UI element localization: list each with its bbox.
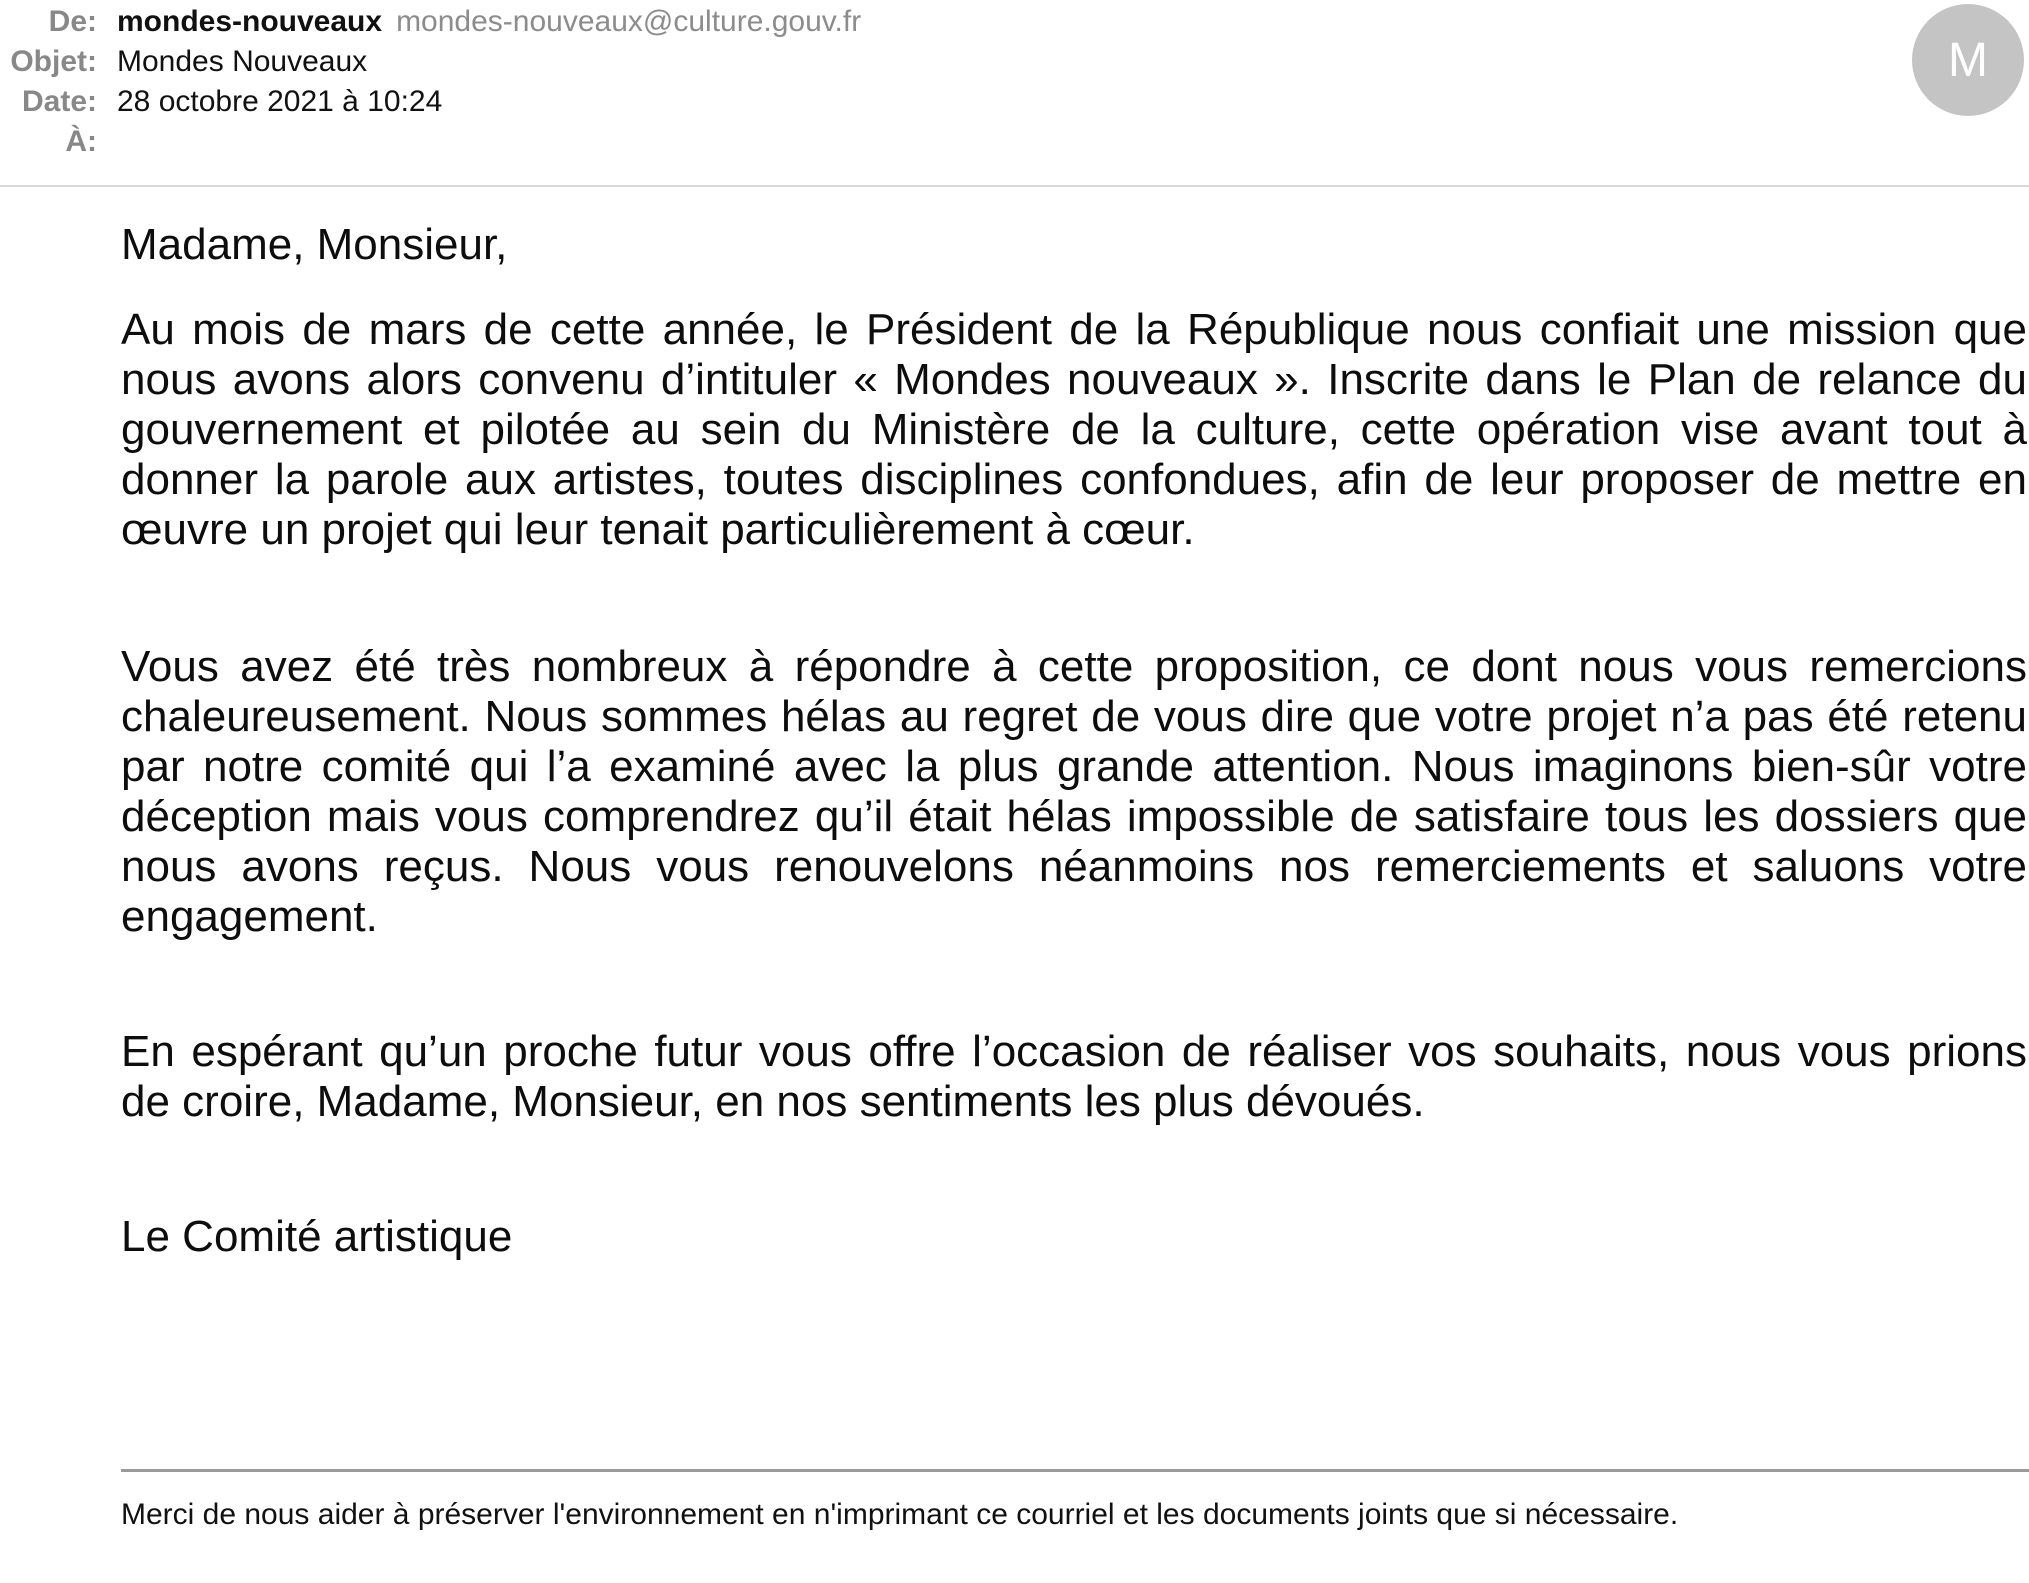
sender-name[interactable]: mondes-nouveaux bbox=[117, 5, 383, 38]
body-paragraph-2: Vous avez été très nombreux à répondre à cette proposition, ce dont nous vous remercions chaleureusement. Nous sommes hélas au regret de vous dire que votre projet n’a pas été retenu par notre comité qui l’a examiné avec la plus grande attention. Nous imaginons bien-sûr votre déception mais vous comprendrez qu’il était hélas impossible de satisfaire tous les dossiers que nous avons reçus. Nous vous renouvelons néanmoins nos remerciements et saluons votre engagement. bbox=[121, 642, 2027, 941]
sender-email[interactable]: mondes-nouveaux@culture.gouv.fr bbox=[396, 5, 862, 38]
date-value: 28 octobre 2021 à 10:24 bbox=[117, 85, 443, 118]
avatar-initial: M bbox=[1948, 33, 1988, 87]
date-row bbox=[0, 82, 442, 122]
to-label: À: bbox=[65, 125, 97, 158]
signature: Le Comité artistique bbox=[121, 1212, 513, 1261]
from-label: De: bbox=[48, 5, 97, 38]
date-label: Date: bbox=[21, 85, 97, 118]
body-paragraph-3: En espérant qu’un proche futur vous offre l’occasion de réaliser vos souhaits, nous vous prions de croire, Madame, Monsieur, en nos sentiments les plus dévoués. bbox=[121, 1027, 2027, 1126]
footer-divider bbox=[121, 1469, 2029, 1472]
to-row bbox=[0, 122, 117, 162]
greeting: Madame, Monsieur, bbox=[121, 220, 508, 269]
from-row bbox=[0, 2, 861, 42]
body-paragraph-1: Au mois de mars de cette année, le Président de la République nous confiait une mission que nous avons alors convenu d’intituler « Mondes nouveaux ». Inscrite dans le Plan de relance du gouvernement et pilotée au sein du Ministère de la culture, cette opération vise avant tout à donner la parole aux artistes, toutes disciplines confondues, afin de leur proposer de mettre en œuvre un projet qui leur tenait particulièrement à cœur. bbox=[121, 305, 2027, 554]
email-header bbox=[0, 0, 2029, 187]
footer-note: Merci de nous aider à préserver l'environnement en n'imprimant ce courriel et les documents joints que si nécessaire. bbox=[121, 1498, 1679, 1531]
subject-row bbox=[0, 42, 367, 82]
subject-value: Mondes Nouveaux bbox=[117, 45, 368, 78]
sender-avatar[interactable] bbox=[1912, 4, 2024, 116]
subject-label: Objet: bbox=[10, 45, 97, 78]
from-value bbox=[117, 2, 861, 42]
